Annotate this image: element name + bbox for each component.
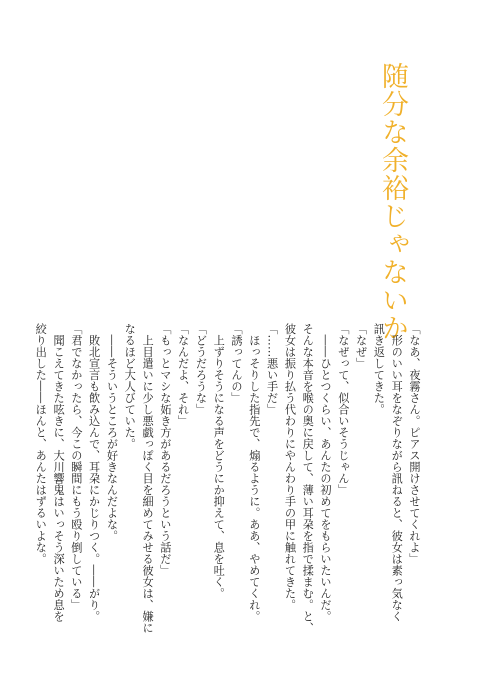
text-line: そんな本音を喉の奥に戻して、薄い耳朶を指で揉まむ。と、	[301, 323, 315, 634]
text-line: 上ずりそうになる声をどうにか抑えて、息を吐く。	[212, 323, 226, 599]
text-line: 「……悪い手だ」	[265, 323, 279, 415]
text-line: 聞こえてきた呟きに、大川響鬼はいっそう深いため息を	[52, 323, 66, 622]
text-line: 「誘ってんの」	[230, 323, 244, 404]
text-line: 上目遣いに少し悪戯っぽく目を細めてみせる彼女は、嫌に	[141, 323, 155, 634]
text-line: 「なあ、夜霧さん。ピアス開けさせてくれよ」	[408, 323, 421, 565]
text-line: なるほど大人びていた。	[123, 323, 137, 450]
text-line: 敗北宣言も飲み込んで、耳朶にかじりつく。――がり。	[87, 323, 101, 622]
text-line: 訊き返してきた。	[372, 323, 386, 415]
text-line: 形のいい耳をなぞりながら訊ねると、彼女は素っ気なく	[390, 323, 404, 622]
chapter-title: 随分な余裕じゃないか	[377, 62, 408, 342]
body-text	[31, 323, 423, 633]
text-line: 絞り出した――ほんと、あんたはずるいよな。	[34, 323, 48, 565]
text-line: ほっそりした指先で、煽るように。ああ、やめてくれ。	[247, 323, 261, 622]
text-line: 「どうだろうな」	[194, 323, 208, 415]
text-line: ――そういうところが好きなんだよな。	[105, 323, 119, 542]
text-line: 彼女は振り払う代わりにやんわり手の甲に触れてきた。	[283, 323, 297, 611]
text-line: ――ひとつくらい、あんたの初めてをもらいたいんだ。	[319, 323, 333, 622]
text-line: 「君でなかったら、今この瞬間にもう殴り倒している」	[69, 323, 83, 611]
text-line: 「なぜって、似合いそうじゃん」	[336, 323, 350, 496]
text-line: 「なんだよ、それ」	[176, 323, 190, 427]
text-line: 「もっとマシな妬き方があるだろうという話だ」	[158, 323, 172, 576]
text-line: 「なぜ」	[354, 323, 368, 369]
